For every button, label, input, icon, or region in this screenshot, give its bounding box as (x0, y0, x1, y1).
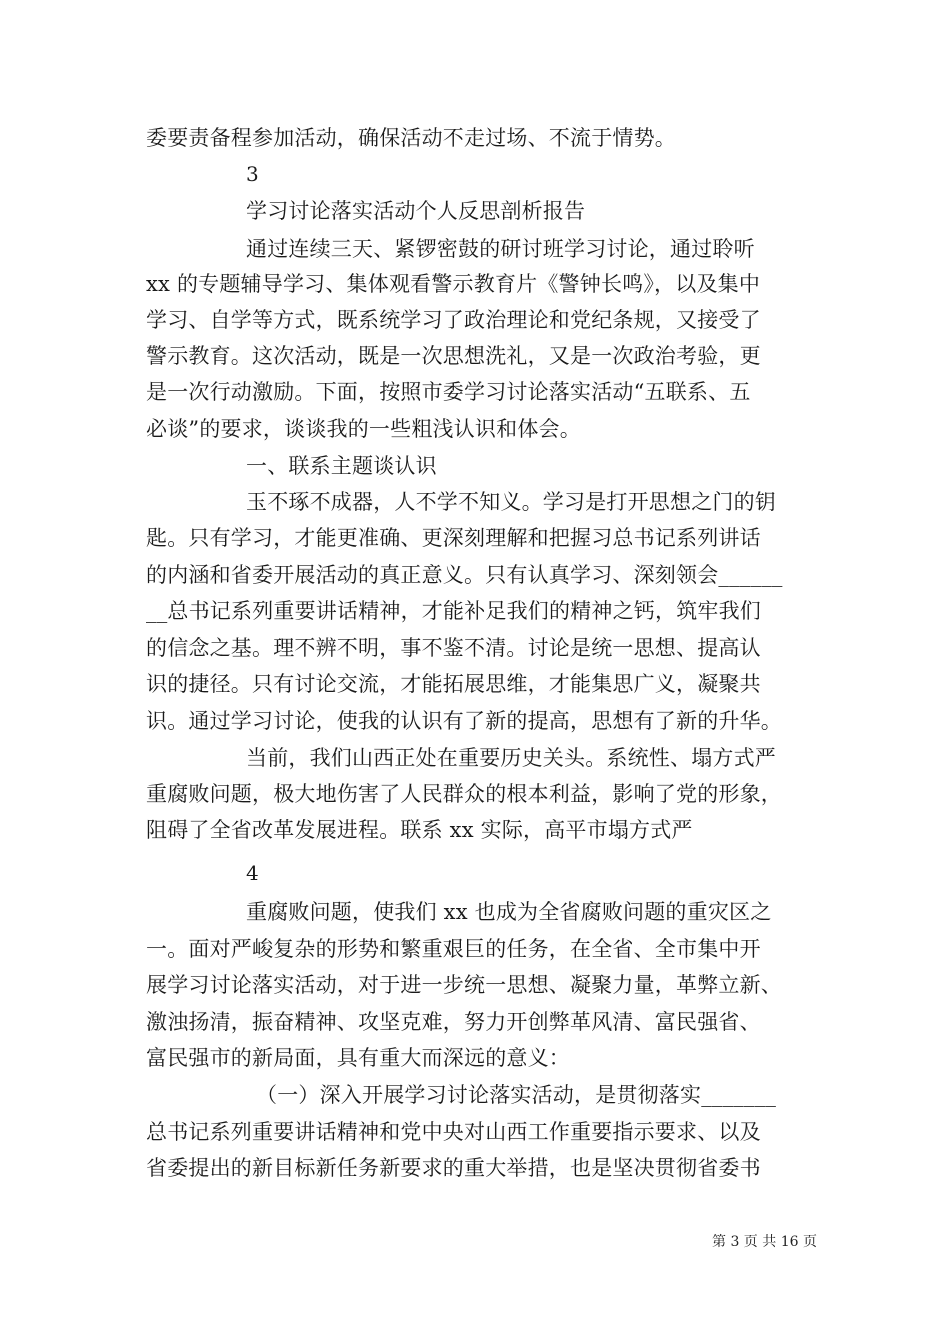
page-marker: 4 (246, 861, 259, 885)
text-line: 的信念之基。理不辨不明，事不鉴不清。讨论是统一思想、提高认 (146, 636, 761, 660)
section-heading: 一、联系主题谈认识 (246, 454, 437, 478)
text-line: 委要责备程参加活动，确保活动不走过场、不流于情势。 (146, 126, 676, 150)
text-line: 通过连续三天、紧锣密鼓的研讨班学习讨论，通过聆听 (246, 237, 755, 261)
text-line: __总书记系列重要讲话精神，才能补足我们的精神之钙，筑牢我们 (146, 599, 761, 623)
text-line: xx 的专题辅导学习、集体观看警示教育片《警钟长鸣》，以及集中 (146, 272, 761, 296)
text-line: 识的捷径。只有讨论交流，才能拓展思维，才能集思广义，凝聚共 (146, 672, 761, 696)
page-marker: 3 (246, 162, 259, 186)
text-line: 展学习讨论落实活动，对于进一步统一思想、凝聚力量，革弊立新、 (146, 973, 782, 997)
text-line: （一）深入开展学习讨论落实活动，是贯彻落实_______ (256, 1083, 777, 1107)
text-line: 激浊扬清，振奋精神、攻坚克难，努力开创弊革风清、富民强省、 (146, 1010, 761, 1034)
text-line: 富民强市的新局面，具有重大而深远的意义： (146, 1046, 570, 1070)
page-footer: 第 3 页 共 16 页 (712, 1234, 817, 1250)
text-line: 警示教育。这次活动，既是一次思想洗礼，又是一次政治考验，更 (146, 344, 761, 368)
text-line: 必谈”的要求，谈谈我的一些粗浅认识和体会。 (146, 417, 581, 441)
text-line: 的内涵和省委开展活动的真正意义。只有认真学习、深刻领会______ (146, 563, 783, 587)
text-line: 是一次行动激励。下面，按照市委学习讨论落实活动“五联系、五 (146, 380, 751, 404)
text-line: 一。面对严峻复杂的形势和繁重艰巨的任务，在全省、全市集中开 (146, 937, 761, 961)
text-line: 省委提出的新目标新任务新要求的重大举措，也是坚决贯彻省委书 (146, 1156, 761, 1180)
text-line: 当前，我们山西正处在重要历史关头。系统性、塌方式严 (246, 746, 776, 770)
text-line: 识。通过学习讨论，使我的认识有了新的提高，思想有了新的升华。 (146, 709, 782, 733)
text-line: 阻碍了全省改革发展进程。联系 xx 实际，高平市塌方式严 (146, 818, 693, 842)
text-line: 重腐败问题，使我们 xx 也成为全省腐败问题的重灾区之 (246, 900, 772, 924)
text-line: 重腐败问题，极大地伤害了人民群众的根本利益，影响了党的形象， (146, 782, 782, 806)
text-line: 学习、自学等方式，既系统学习了政治理论和党纪条规，又接受了 (146, 308, 761, 332)
text-line: 玉不琢不成器，人不学不知义。学习是打开思想之门的钥 (246, 490, 776, 514)
report-title: 学习讨论落实活动个人反思剖析报告 (246, 199, 586, 223)
text-line: 匙。只有学习，才能更准确、更深刻理解和把握习总书记系列讲话 (146, 526, 761, 550)
text-line: 总书记系列重要讲话精神和党中央对山西工作重要指示要求、以及 (146, 1120, 761, 1144)
